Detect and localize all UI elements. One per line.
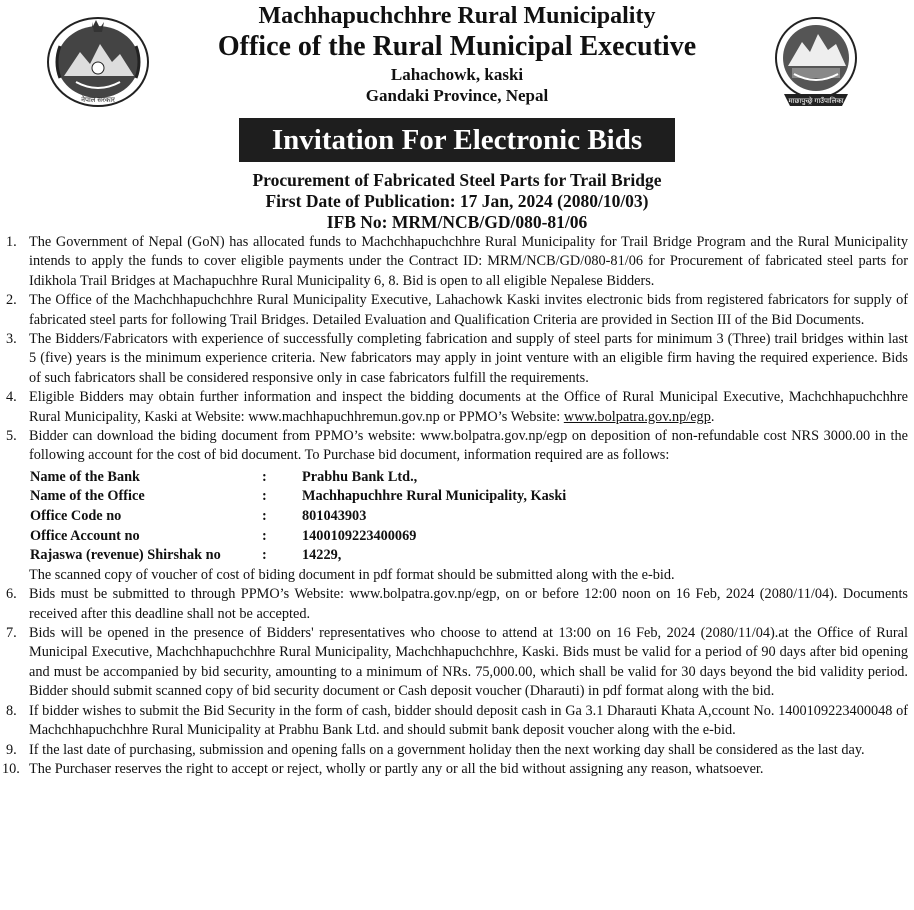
bank-colon: : (262, 468, 267, 485)
bank-value: Machhapuchhre Rural Municipality, Kaski (302, 488, 567, 505)
bank-label: Office Account no (30, 527, 140, 544)
voucher-note: The scanned copy of voucher of cost of biding document in pdf format should be submitted along with the e-bid. (29, 566, 675, 583)
clause-text: The Bidders/Fabricators with experience of successfully completing fabrication and supply of steel parts for minimum 3 (Three) trail bridges within last 5 (five) years is the minimum experience criteria. New fabricators may apply in joint venture with an eligible firm having the required experience. Bids of such fabricators shall be considered responsive only in case fabricators fulfill the requirements. (29, 331, 908, 386)
bank-label: Name of the Bank (30, 468, 141, 485)
office-name: Office of the Rural Municipal Executive (217, 31, 697, 62)
clause-text: If bidder wishes to submit the Bid Security in the form of cash, bidder should deposit cash in Ga 3.1 Dharauti Khata A,ccount No. 1400109223400048 of Machchhapuchchhre Rural Municipality at Prabhu Bank Ltd. and should submit bank deposit voucher along with the e-bid. (29, 702, 908, 739)
address-line-2: Gandaki Province, Nepal (365, 86, 549, 105)
clause-6 (0, 585, 914, 624)
bank-colon: : (262, 547, 267, 564)
bolpatra-link[interactable]: www.bolpatra.gov.np/egp (563, 408, 711, 425)
bank-details (30, 468, 908, 566)
clause-number: 2. (6, 292, 17, 309)
clause-number: 10. (2, 760, 20, 777)
clause-number: 3. (6, 331, 17, 348)
bank-row (30, 468, 908, 488)
bank-colon: : (262, 508, 267, 525)
notice-clauses (0, 233, 914, 779)
clause-3 (0, 330, 914, 388)
municipality-logo-icon (768, 14, 864, 122)
clause-text: Bids must be submitted to through PPMO’s Website: www.bolpatra.gov.np/egp, on or before 12:00 noon on 16 Feb, 2024 (2080/11/04). Documents received after this deadline shall not be accepted. (29, 586, 908, 622)
nepal-emblem-icon (46, 16, 150, 108)
clause-number: 6. (6, 586, 17, 603)
bank-value: Prabhu Bank Ltd., (302, 468, 418, 485)
clause-text: Bidder can download the biding document from PPMO’s website: www.bolpatra.gov.np/egp on deposition of non-refundable cost NRS 3000.00 in the following account for the cost of bid document. To Purchase bid document, information required are as follows: (29, 428, 908, 464)
bank-label: Rajaswa (revenue) Shirshak no (30, 547, 221, 564)
clause-9 (0, 741, 914, 760)
ifb-number: IFB No: MRM/NCB/GD/080-81/06 (326, 212, 588, 232)
bank-colon: : (262, 527, 267, 544)
clause-7 (0, 624, 914, 702)
clause-number: 7. (6, 625, 17, 642)
clause-text: The Office of the Machchhapuchchhre Rural Municipality Executive, Lahachowk Kaski invites electronic bids from registered fabricators for supply of fabricated steel parts for following Trail Bridges. Detailed Evaluation and Qualification Criteria are provided in Section III of the Bid Documents. (29, 292, 908, 328)
bank-label: Name of the Office (30, 488, 145, 505)
bank-row (30, 487, 908, 507)
right-emblem-text: माछापुच्छ्रे गाउँपालिका (788, 97, 844, 105)
clause-4 (0, 388, 914, 427)
clause-number: 1. (6, 234, 17, 250)
letterhead (0, 0, 914, 112)
bank-value: 801043903 (302, 508, 367, 525)
clause-number: 8. (6, 702, 17, 719)
clause-1 (0, 233, 914, 291)
clause-text: Bids will be opened in the presence of Bidders' representatives who choose to attend at 13:00 on 16 Feb, 2024 (2080/11/04).at the Office of Rural Municipal Executive, Machchhapuchchhre Rural Municipality, Machchhapuchchhre, Kaski. Bids must be valid for a period of 90 days after bid opening and must be accompanied by bid security, amounting to a minimum of NRs. 75,000.00, which shall be valid for 30 days beyond the bid validity period. Bidder should submit scanned copy of bid security document or Cash deposit voucher (Dharauti) in pdf format along with the bid. (29, 625, 908, 700)
publication-date: First Date of Publication: 17 Jan, 2024 (2080/10/03) (265, 191, 649, 211)
clause-text: The Purchaser reserves the right to accept or reject, wholly or partly any or all the bid without assigning any reason, whatsoever. (29, 760, 764, 777)
bank-label: Office Code no (30, 508, 122, 525)
clause-text: If the last date of purchasing, submission and opening falls on a government holiday then the next working day shall be considered as the last day. (29, 741, 865, 758)
clause-2 (0, 291, 914, 330)
address-line-1: Lahachowk, kaski (390, 65, 524, 84)
clause-text: The Government of Nepal (GoN) has allocated funds to Machchhapuchchhre Rural Municipality for Trail Bridge Program and the Rural Municipality intends to apply the funds to cover eligible payments under the Contract ID: MRM/NCB/GD/080-81/06 for Procurement of fabricated steel parts for Idikhola Trail Bridges at Machapuchhre Rural Municipality 6, 8. Bid is open to all eligible Nepalese Bidders. (29, 234, 908, 289)
left-emblem-text: नेपाल सरकार (81, 96, 115, 104)
bank-row (30, 507, 908, 527)
bank-value: 14229, (302, 547, 342, 564)
bank-row (30, 527, 908, 547)
bank-row (30, 546, 908, 566)
bank-value: 1400109223400069 (302, 527, 417, 544)
clause-number: 5. (6, 428, 17, 445)
clause-8 (0, 702, 914, 741)
procurement-title: Procurement of Fabricated Steel Parts for Trail Bridge (252, 170, 662, 190)
clause-10 (0, 760, 914, 779)
bank-colon: : (262, 488, 267, 505)
clause-number: 9. (6, 741, 17, 758)
clause-text: Eligible Bidders may obtain further information and inspect the bidding documents at the Office of Rural Municipal Executive, Machchhapuchchhre Rural Municipality, Kaski at Website: www.machhapuchhremun.gov.np or PPMO’s Website: (29, 389, 908, 425)
clause-text-end: . (710, 408, 715, 425)
clause-5 (0, 427, 914, 585)
notice-banner: Invitation For Electronic Bids (239, 118, 675, 162)
municipality-name: Machhapuchchhre Rural Municipality (258, 3, 656, 29)
clause-number: 4. (6, 389, 17, 406)
